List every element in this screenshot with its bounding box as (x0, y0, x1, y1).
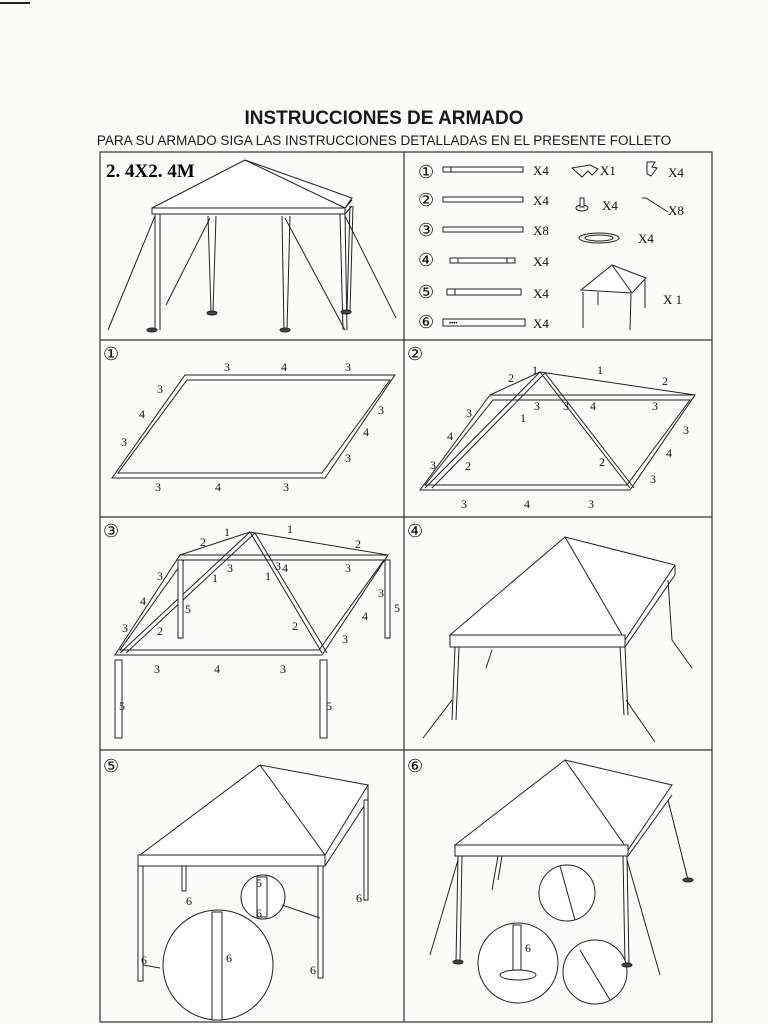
diagram-label: X4 (602, 198, 618, 213)
pole-part-6 (418, 312, 549, 333)
diagram-label: 6 (186, 894, 192, 908)
parts-list (418, 162, 684, 333)
diagram-label: 3 (275, 559, 281, 573)
diagram-label: 3 (283, 480, 289, 494)
diagram-label: 1 (265, 569, 271, 583)
diagram-label: 4 (281, 360, 287, 374)
diagram-label: ④ (418, 250, 435, 271)
diagram-label: 1 (287, 522, 293, 536)
diagram-label: 2 (355, 537, 361, 551)
pole-part-2 (418, 190, 549, 211)
diagram-label: 4 (139, 407, 145, 421)
diagram-label: 3 (345, 561, 351, 575)
diagram-label: X4 (533, 193, 549, 208)
diagram-label: ① (418, 162, 435, 183)
size-label: 2. 4X2. 4M (106, 161, 195, 182)
diagram-label: 3 (227, 561, 233, 575)
diagram-label: 3 (378, 586, 384, 600)
diagram-label: 3 (466, 406, 472, 420)
foot-plate-icon (576, 198, 618, 213)
diagram-label: 1 (224, 525, 230, 539)
diagram-label: 4 (447, 429, 453, 443)
diagram-label: 2 (662, 374, 668, 388)
diagram-label: 3 (224, 360, 230, 374)
diagram-label: X 1 (663, 292, 683, 307)
diagram-label: X4 (638, 231, 654, 246)
step-2 (407, 344, 695, 511)
step-4 (407, 521, 692, 742)
step-6 (407, 756, 693, 1004)
diagram-label: 1 (597, 363, 603, 377)
page-subtitle: PARA SU ARMADO SIGA LAS INSTRUCCIONES DETALLADAS EN EL PRESENTE FOLLETO (96, 133, 672, 148)
diagram-label: 2 (599, 455, 605, 469)
diagram-label: 1 (520, 411, 526, 425)
diagram-label: X4 (533, 254, 549, 269)
pole-part-5 (418, 282, 549, 303)
diagram-label: ③ (103, 521, 120, 542)
diagram-label: 3 (563, 399, 569, 413)
diagram-label: ② (418, 190, 435, 211)
diagram-label: 2 (157, 624, 163, 638)
diagram-label: 3 (154, 662, 160, 676)
diagram-label: 3 (345, 360, 351, 374)
diagram-label: X8 (533, 223, 549, 238)
diagram-label: 4 (524, 497, 530, 511)
top-connector-icon (572, 163, 616, 178)
diagram-label: 3 (121, 435, 127, 449)
diagram-label: 6 (256, 906, 262, 920)
diagram-label: 5 (119, 699, 125, 713)
diagram-label: 6 (356, 891, 362, 905)
diagram-label: 3 (534, 399, 540, 413)
diagram-label: 4 (140, 594, 146, 608)
page-title: INSTRUCCIONES DE ARMADO (244, 108, 524, 129)
diagram-label: X1 (600, 163, 616, 178)
svg-text:••••: •••• (449, 321, 458, 327)
diagram-label: 4 (362, 609, 368, 623)
step-5 (103, 756, 368, 1020)
diagram-label: 4 (214, 662, 220, 676)
diagram-label: 3 (683, 423, 689, 437)
diagram-label: 4 (666, 446, 672, 460)
diagram-label: 4 (215, 480, 221, 494)
diagram-label: ⑤ (418, 282, 435, 303)
step-1 (103, 344, 395, 494)
diagram-label: 3 (342, 632, 348, 646)
diagram-label: 1 (532, 363, 538, 377)
diagram-label: ② (407, 344, 424, 365)
diagram-label: ① (103, 344, 120, 365)
diagram-label: 3 (588, 497, 594, 511)
diagram-label: 4 (590, 399, 596, 413)
diagram-label: 5 (326, 699, 332, 713)
diagram-label: 6 (310, 963, 316, 977)
pole-part-3 (418, 220, 549, 241)
pole-part-4 (418, 250, 549, 271)
diagram-label: 3 (430, 458, 436, 472)
tent-illustration (108, 160, 396, 332)
diagram-label: ⑥ (418, 312, 435, 333)
diagram-label: 3 (345, 451, 351, 465)
rope-icon (579, 231, 654, 246)
diagram-label: 4 (282, 561, 288, 575)
diagram-label: 3 (461, 497, 467, 511)
diagram-label: 5 (394, 601, 400, 615)
diagram-label: 3 (652, 399, 658, 413)
diagram-label: 6 (226, 951, 232, 965)
diagram-label: ⑥ (407, 756, 424, 777)
diagram-label: X8 (668, 203, 684, 218)
diagram-label: 3 (157, 569, 163, 583)
diagram-label: 2 (292, 619, 298, 633)
diagram-label: 3 (650, 472, 656, 486)
pole-part-1 (418, 162, 549, 183)
diagram-label: X4 (533, 316, 549, 331)
corner-connector-icon (647, 162, 684, 180)
step-3 (103, 521, 400, 738)
diagram-label: X4 (668, 165, 684, 180)
diagram-label: 6 (525, 941, 531, 955)
diagram-label: 2 (465, 459, 471, 473)
diagram-label: 6 (141, 953, 147, 967)
diagram-label: 5 (256, 876, 262, 890)
diagram-label: 3 (122, 621, 128, 635)
diagram-label: 2 (508, 371, 514, 385)
diagram-label: ③ (418, 220, 435, 241)
diagram-label: 5 (185, 602, 191, 616)
diagram-label: 1 (212, 571, 218, 585)
diagram-label: 3 (280, 662, 286, 676)
diagram-label: 2 (200, 535, 206, 549)
diagram-label: ⑤ (103, 756, 120, 777)
stake-icon (642, 198, 684, 218)
overview-panel (106, 160, 396, 332)
diagram-label: X4 (533, 163, 549, 178)
diagram-label: ④ (407, 521, 424, 542)
diagram-label: 4 (363, 425, 369, 439)
diagram-label: 3 (378, 403, 384, 417)
canopy-cover-icon (581, 265, 682, 330)
diagram-label: 3 (157, 382, 163, 396)
diagram-label: X4 (533, 286, 549, 301)
diagram-label: 3 (155, 480, 161, 494)
